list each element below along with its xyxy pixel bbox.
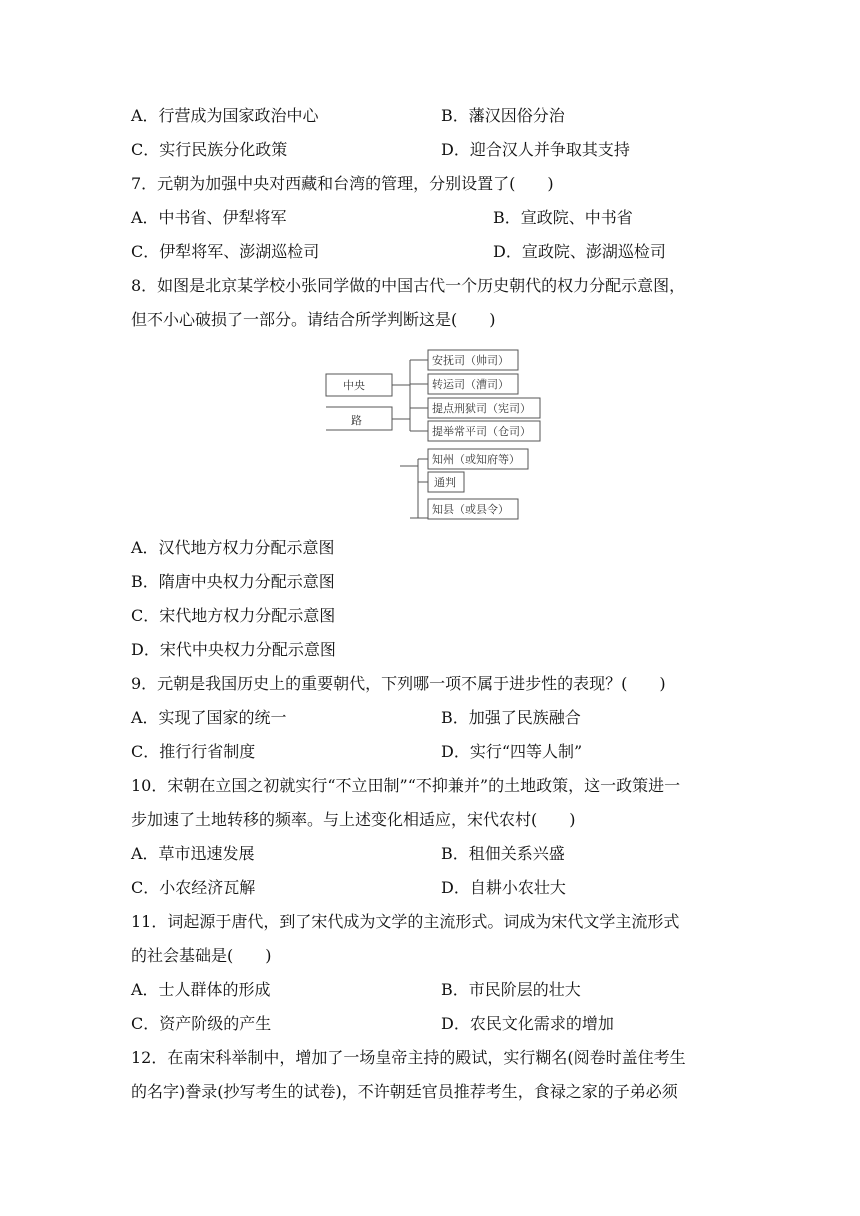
q12-stem-line2: 的名字)誊录(抄写考生的试卷)，不许朝廷官员推荐考生，食禄之家的子弟必须 <box>131 1082 678 1101</box>
q8-option-c: C．宋代地方权力分配示意图 <box>131 606 336 625</box>
q10-option-c: C．小农经济瓦解 <box>131 878 256 897</box>
q9-option-a: A．实现了国家的统一 <box>131 708 287 727</box>
branch-anfu: 安抚司（帅司） <box>432 354 509 367</box>
central-label: 中央 <box>343 379 365 392</box>
q7-option-a: A．中书省、伊犁将军 <box>131 208 287 227</box>
q11-option-a: A．士人群体的形成 <box>131 980 271 999</box>
q6-option-a: A．行营成为国家政治中心 <box>131 106 319 125</box>
q6-option-c: C．实行民族分化政策 <box>131 140 288 159</box>
q11-option-b: B．市民阶层的壮大 <box>441 980 581 999</box>
branch-tiju: 提举常平司（仓司） <box>432 425 531 438</box>
q6-option-b: B．藩汉因俗分治 <box>441 106 565 125</box>
q9-option-b: B．加强了民族融合 <box>441 708 581 727</box>
power-distribution-diagram <box>320 344 550 524</box>
q9-stem: 9．元朝是我国历史上的重要朝代，下列哪一项不属于进步性的表现？( ) <box>131 674 666 693</box>
q10-option-a: A．草市迅速发展 <box>131 844 255 863</box>
q11-option-d: D．农民文化需求的增加 <box>441 1014 614 1033</box>
q6-option-d: D．迎合汉人并争取其支持 <box>441 140 630 159</box>
q7-stem: 7．元朝为加强中央对西藏和台湾的管理，分别设置了( ) <box>131 174 554 193</box>
branch-zhuanyun: 转运司（漕司） <box>432 378 509 391</box>
q7-option-b: B．宣政院、中书省 <box>493 208 633 227</box>
q8-option-d: D．宋代中央权力分配示意图 <box>131 640 336 659</box>
q7-option-d: D．宣政院、澎湖巡检司 <box>493 242 666 261</box>
q10-option-b: B．租佃关系兴盛 <box>441 844 565 863</box>
q10-stem-line1: 10．宋朝在立国之初就实行“不立田制”“不抑兼并”的土地政策，这一政策进一 <box>131 776 681 795</box>
lower-zhixian: 知县（或县令） <box>432 503 509 516</box>
q11-stem-line1: 11．词起源于唐代，到了宋代成为文学的主流形式。词成为宋代文学主流形式 <box>131 912 680 931</box>
q11-option-c: C．资产阶级的产生 <box>131 1014 272 1033</box>
q7-option-c: C．伊犁将军、澎湖巡检司 <box>131 242 320 261</box>
q8-stem-line1: 8．如图是北京某学校小张同学做的中国古代一个历史朝代的权力分配示意图， <box>131 276 686 295</box>
q8-option-a: A．汉代地方权力分配示意图 <box>131 538 335 557</box>
branch-tidian: 提点刑狱司（宪司） <box>432 402 531 415</box>
q10-stem-line2: 步加速了土地转移的频率。与上述变化相适应，宋代农村( ) <box>131 810 576 829</box>
q9-option-c: C．推行行省制度 <box>131 742 256 761</box>
q11-stem-line2: 的社会基础是( ) <box>131 946 272 965</box>
q8-stem-line2: 但不小心破损了一部分。请结合所学判断这是( ) <box>131 310 496 329</box>
q9-option-d: D．实行“四等人制” <box>441 742 583 761</box>
q8-option-b: B．隋唐中央权力分配示意图 <box>131 572 335 591</box>
q12-stem-line1: 12．在南宋科举制中，增加了一场皇帝主持的殿试，实行糊名(阅卷时盖住考生 <box>131 1048 686 1067</box>
q10-option-d: D．自耕小农壮大 <box>441 878 566 897</box>
lower-tongpan: 通判 <box>434 476 456 489</box>
lower-zhizhou: 知州（或知府等） <box>432 453 520 466</box>
route-label: 路 <box>351 414 362 427</box>
